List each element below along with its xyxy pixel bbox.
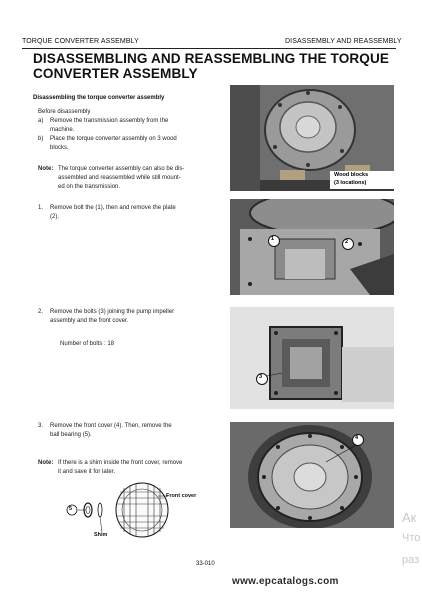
step-1-number: 1.	[38, 205, 44, 211]
note1-line-3: ed on the transmission.	[58, 184, 121, 190]
step-2-line-1: Remove the bolts (3) joining the pump impeller	[50, 309, 175, 315]
diagram-front-cover-label: Front cover	[166, 493, 197, 499]
step-3-line-2: ball bearing (5).	[50, 432, 92, 438]
before-b-line-2: blocks.	[50, 145, 69, 151]
before-a-label: a)	[38, 118, 44, 124]
photo1-caption-line-1: Wood blocks	[334, 172, 369, 178]
page-title	[33, 51, 393, 81]
step-3-line-1: Remove the front cover (4). Then, remove the	[50, 423, 172, 429]
header-section-title: TORQUE CONVERTER ASSEMBLY	[22, 38, 139, 45]
header-rule	[22, 48, 396, 49]
note1-label: Note:	[38, 166, 54, 172]
footer-url-link[interactable]: www.epcatalogs.com	[232, 576, 339, 587]
step-1-line-1: Remove bolt the (1), then and remove the plate	[50, 205, 176, 211]
note1-line-2: assembled and reassembled while still mount-	[58, 175, 181, 181]
watermark-line-3: раз	[402, 554, 420, 566]
before-a-line-2: machine.	[50, 127, 75, 133]
photo-front-cover-bolts	[230, 307, 394, 409]
photo-bolt-plate	[230, 199, 394, 295]
step-3-number: 3.	[38, 423, 44, 429]
diagram-callout-5: 5	[69, 506, 73, 512]
callout-3-label: 3	[259, 374, 263, 380]
before-heading: Before disassembly	[38, 109, 91, 115]
photo1-caption-line-2: (3 locations)	[334, 180, 367, 186]
exploded-diagram	[62, 480, 212, 550]
diagram-shim-label: Shim	[94, 532, 108, 538]
watermark-line-1: Ак	[402, 510, 417, 525]
step-2-number: 2.	[38, 309, 44, 315]
note2-line-2: it and save it for later.	[58, 469, 116, 475]
note2-line-1: If there is a shim inside the front cover, remove	[58, 460, 183, 466]
callout-2-label: 2	[345, 239, 349, 245]
callout-4-label: 4	[355, 435, 359, 441]
callout-1-label: 1	[271, 236, 275, 242]
before-a-line-1: Remove the transmission assembly from the	[50, 118, 169, 124]
before-b-label: b)	[38, 136, 44, 142]
page-title-line-2: CONVERTER ASSEMBLY	[33, 66, 198, 81]
photo-wood-blocks	[230, 85, 394, 191]
page-number: 33-010	[196, 561, 215, 567]
bolts-count: Number of bolts : 18	[60, 341, 115, 347]
subheading: Disassembling the torque converter assembly	[33, 95, 165, 101]
watermark-line-2: Что	[402, 532, 421, 544]
before-b-line-1: Place the torque converter assembly on 3 wood	[50, 136, 177, 142]
note1-line-1: The torque converter assembly can also be dis-	[58, 166, 185, 172]
note2-label: Note:	[38, 460, 54, 466]
photo-front-cover-removal	[230, 422, 394, 528]
step-2-line-2: assembly and the front cover.	[50, 318, 129, 324]
step-1-line-2: (2).	[50, 214, 59, 220]
header-chapter-title: DISASSEMBLY AND REASSEMBLY	[285, 38, 402, 45]
page-title-line-1: DISASSEMBLING AND REASSEMBLING THE TORQUE	[33, 51, 390, 66]
